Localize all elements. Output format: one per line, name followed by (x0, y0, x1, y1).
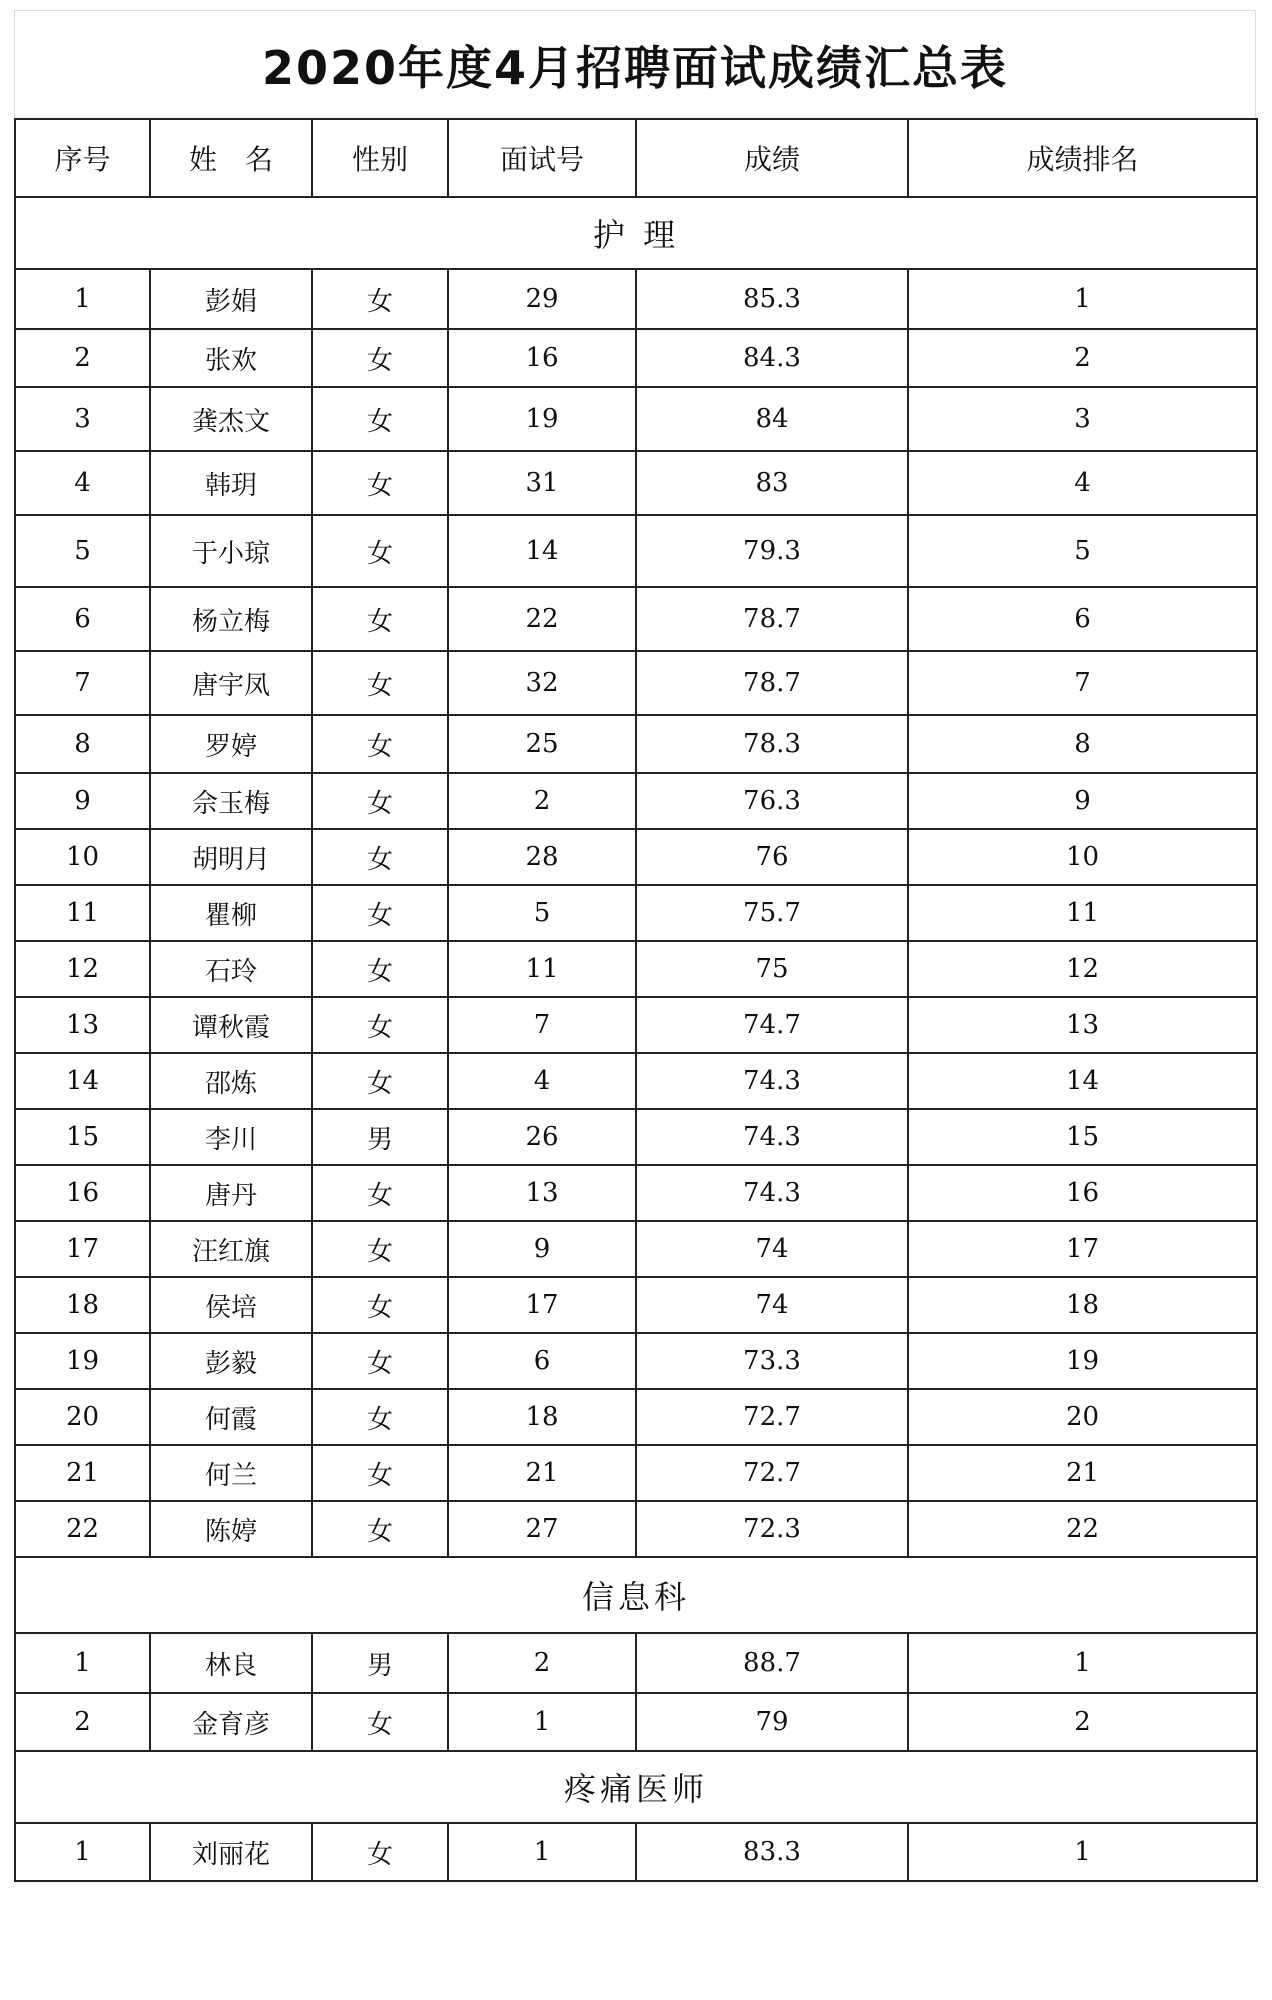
cell-rank: 13 (908, 997, 1257, 1053)
cell-gender: 女 (312, 1445, 448, 1501)
table-row (15, 587, 1257, 651)
cell-name: 金育彦 (150, 1693, 312, 1751)
cell-interview-no: 16 (448, 329, 636, 387)
cell-interview-no: 1 (448, 1823, 636, 1881)
cell-interview-no: 22 (448, 587, 636, 651)
cell-rank: 21 (908, 1445, 1257, 1501)
table-row (15, 1823, 1257, 1881)
cell-score: 75 (636, 941, 908, 997)
cell-seq: 8 (15, 715, 150, 773)
cell-name: 何霞 (150, 1389, 312, 1445)
table-row (15, 269, 1257, 329)
section-title: 护 理 (15, 197, 1257, 269)
cell-seq: 1 (15, 1633, 150, 1693)
cell-gender: 女 (312, 829, 448, 885)
cell-score: 74.3 (636, 1165, 908, 1221)
cell-seq: 9 (15, 773, 150, 829)
cell-interview-no: 32 (448, 651, 636, 715)
cell-score: 72.7 (636, 1389, 908, 1445)
page-title: 2020年度4月招聘面试成绩汇总表 (14, 10, 1256, 118)
cell-rank: 14 (908, 1053, 1257, 1109)
cell-rank: 6 (908, 587, 1257, 651)
cell-name: 石玲 (150, 941, 312, 997)
cell-gender: 女 (312, 1221, 448, 1277)
cell-interview-no: 9 (448, 1221, 636, 1277)
cell-name: 杨立梅 (150, 587, 312, 651)
cell-gender: 女 (312, 1053, 448, 1109)
table-row (15, 515, 1257, 587)
cell-interview-no: 21 (448, 1445, 636, 1501)
table-row (15, 773, 1257, 829)
table-row (15, 997, 1257, 1053)
header-interview-no: 面试号 (448, 119, 636, 197)
cell-rank: 17 (908, 1221, 1257, 1277)
section-pain-physician-row (15, 1751, 1257, 1823)
cell-score: 85.3 (636, 269, 908, 329)
cell-score: 72.3 (636, 1501, 908, 1557)
cell-gender: 女 (312, 387, 448, 451)
cell-score: 74.7 (636, 997, 908, 1053)
cell-interview-no: 5 (448, 885, 636, 941)
cell-rank: 18 (908, 1277, 1257, 1333)
cell-gender: 女 (312, 1501, 448, 1557)
cell-seq: 4 (15, 451, 150, 515)
table-row (15, 651, 1257, 715)
cell-gender: 女 (312, 515, 448, 587)
cell-score: 78.7 (636, 651, 908, 715)
table-row (15, 1109, 1257, 1165)
cell-rank: 7 (908, 651, 1257, 715)
cell-score: 74 (636, 1277, 908, 1333)
cell-gender: 女 (312, 651, 448, 715)
cell-name: 于小琼 (150, 515, 312, 587)
table-row (15, 1053, 1257, 1109)
cell-interview-no: 29 (448, 269, 636, 329)
cell-name: 侯培 (150, 1277, 312, 1333)
cell-gender: 女 (312, 1333, 448, 1389)
cell-interview-no: 18 (448, 1389, 636, 1445)
cell-interview-no: 2 (448, 773, 636, 829)
cell-name: 谭秋霞 (150, 997, 312, 1053)
section-info-row (15, 1557, 1257, 1633)
cell-seq: 18 (15, 1277, 150, 1333)
table-row (15, 1693, 1257, 1751)
header-score: 成绩 (636, 119, 908, 197)
cell-score: 83.3 (636, 1823, 908, 1881)
cell-name: 邵炼 (150, 1053, 312, 1109)
cell-name: 林良 (150, 1633, 312, 1693)
table-row (15, 1501, 1257, 1557)
cell-name: 张欢 (150, 329, 312, 387)
cell-interview-no: 25 (448, 715, 636, 773)
cell-score: 73.3 (636, 1333, 908, 1389)
cell-rank: 2 (908, 1693, 1257, 1751)
cell-seq: 2 (15, 329, 150, 387)
cell-seq: 6 (15, 587, 150, 651)
cell-rank: 16 (908, 1165, 1257, 1221)
cell-gender: 女 (312, 1693, 448, 1751)
cell-seq: 19 (15, 1333, 150, 1389)
cell-seq: 5 (15, 515, 150, 587)
cell-name: 汪红旗 (150, 1221, 312, 1277)
table-row (15, 941, 1257, 997)
cell-name: 唐宇凤 (150, 651, 312, 715)
table-body (15, 197, 1257, 1881)
cell-gender: 女 (312, 1165, 448, 1221)
cell-interview-no: 4 (448, 1053, 636, 1109)
cell-interview-no: 26 (448, 1109, 636, 1165)
cell-gender: 女 (312, 997, 448, 1053)
header-rank: 成绩排名 (908, 119, 1257, 197)
cell-seq: 14 (15, 1053, 150, 1109)
table-row (15, 451, 1257, 515)
cell-rank: 19 (908, 1333, 1257, 1389)
cell-rank: 11 (908, 885, 1257, 941)
cell-name: 唐丹 (150, 1165, 312, 1221)
cell-score: 74 (636, 1221, 908, 1277)
cell-score: 88.7 (636, 1633, 908, 1693)
cell-interview-no: 7 (448, 997, 636, 1053)
section-nursing-row (15, 197, 1257, 269)
cell-rank: 22 (908, 1501, 1257, 1557)
cell-seq: 17 (15, 1221, 150, 1277)
header-row (15, 119, 1257, 197)
cell-name: 胡明月 (150, 829, 312, 885)
cell-seq: 11 (15, 885, 150, 941)
cell-rank: 15 (908, 1109, 1257, 1165)
cell-gender: 男 (312, 1633, 448, 1693)
table-row (15, 1445, 1257, 1501)
table-row (15, 329, 1257, 387)
cell-rank: 1 (908, 1633, 1257, 1693)
cell-interview-no: 28 (448, 829, 636, 885)
cell-seq: 1 (15, 269, 150, 329)
cell-name: 何兰 (150, 1445, 312, 1501)
cell-score: 76 (636, 829, 908, 885)
cell-seq: 12 (15, 941, 150, 997)
cell-rank: 20 (908, 1389, 1257, 1445)
cell-seq: 16 (15, 1165, 150, 1221)
cell-rank: 12 (908, 941, 1257, 997)
cell-rank: 1 (908, 1823, 1257, 1881)
cell-seq: 10 (15, 829, 150, 885)
cell-seq: 7 (15, 651, 150, 715)
cell-score: 75.7 (636, 885, 908, 941)
cell-seq: 13 (15, 997, 150, 1053)
cell-interview-no: 6 (448, 1333, 636, 1389)
cell-interview-no: 2 (448, 1633, 636, 1693)
cell-name: 佘玉梅 (150, 773, 312, 829)
cell-gender: 女 (312, 885, 448, 941)
cell-rank: 2 (908, 329, 1257, 387)
cell-gender: 女 (312, 269, 448, 329)
cell-gender: 女 (312, 941, 448, 997)
cell-interview-no: 31 (448, 451, 636, 515)
cell-name: 李川 (150, 1109, 312, 1165)
cell-name: 陈婷 (150, 1501, 312, 1557)
score-sheet (14, 10, 1256, 1990)
cell-interview-no: 17 (448, 1277, 636, 1333)
cell-seq: 20 (15, 1389, 150, 1445)
cell-interview-no: 19 (448, 387, 636, 451)
cell-interview-no: 11 (448, 941, 636, 997)
cell-rank: 3 (908, 387, 1257, 451)
cell-rank: 8 (908, 715, 1257, 773)
cell-interview-no: 13 (448, 1165, 636, 1221)
cell-score: 84.3 (636, 329, 908, 387)
table-row (15, 387, 1257, 451)
table-row (15, 1333, 1257, 1389)
cell-score: 79 (636, 1693, 908, 1751)
table-row (15, 1389, 1257, 1445)
cell-gender: 女 (312, 1389, 448, 1445)
cell-name: 刘丽花 (150, 1823, 312, 1881)
cell-name: 龚杰文 (150, 387, 312, 451)
header-seq: 序号 (15, 119, 150, 197)
table-row (15, 1277, 1257, 1333)
table-row (15, 715, 1257, 773)
cell-interview-no: 1 (448, 1693, 636, 1751)
section-title: 信息科 (15, 1557, 1257, 1633)
cell-rank: 4 (908, 451, 1257, 515)
cell-rank: 9 (908, 773, 1257, 829)
cell-seq: 2 (15, 1693, 150, 1751)
cell-gender: 女 (312, 715, 448, 773)
cell-gender: 女 (312, 587, 448, 651)
cell-gender: 女 (312, 1277, 448, 1333)
cell-score: 74.3 (636, 1053, 908, 1109)
table-row (15, 885, 1257, 941)
cell-score: 74.3 (636, 1109, 908, 1165)
cell-name: 罗婷 (150, 715, 312, 773)
cell-score: 84 (636, 387, 908, 451)
table-row (15, 1221, 1257, 1277)
cell-rank: 1 (908, 269, 1257, 329)
cell-score: 72.7 (636, 1445, 908, 1501)
cell-seq: 21 (15, 1445, 150, 1501)
cell-seq: 15 (15, 1109, 150, 1165)
cell-gender: 女 (312, 1823, 448, 1881)
cell-seq: 3 (15, 387, 150, 451)
cell-name: 韩玥 (150, 451, 312, 515)
cell-name: 彭毅 (150, 1333, 312, 1389)
header-gender: 性别 (312, 119, 448, 197)
cell-score: 79.3 (636, 515, 908, 587)
cell-name: 瞿柳 (150, 885, 312, 941)
section-title: 疼痛医师 (15, 1751, 1257, 1823)
cell-score: 76.3 (636, 773, 908, 829)
cell-rank: 5 (908, 515, 1257, 587)
cell-seq: 1 (15, 1823, 150, 1881)
cell-rank: 10 (908, 829, 1257, 885)
cell-gender: 女 (312, 451, 448, 515)
table-row (15, 1633, 1257, 1693)
cell-gender: 女 (312, 773, 448, 829)
table-row (15, 829, 1257, 885)
cell-gender: 男 (312, 1109, 448, 1165)
cell-name: 彭娟 (150, 269, 312, 329)
header-name: 姓 名 (150, 119, 312, 197)
score-table (14, 118, 1258, 1882)
cell-gender: 女 (312, 329, 448, 387)
cell-interview-no: 27 (448, 1501, 636, 1557)
cell-score: 78.7 (636, 587, 908, 651)
cell-score: 78.3 (636, 715, 908, 773)
table-row (15, 1165, 1257, 1221)
cell-interview-no: 14 (448, 515, 636, 587)
cell-score: 83 (636, 451, 908, 515)
cell-seq: 22 (15, 1501, 150, 1557)
